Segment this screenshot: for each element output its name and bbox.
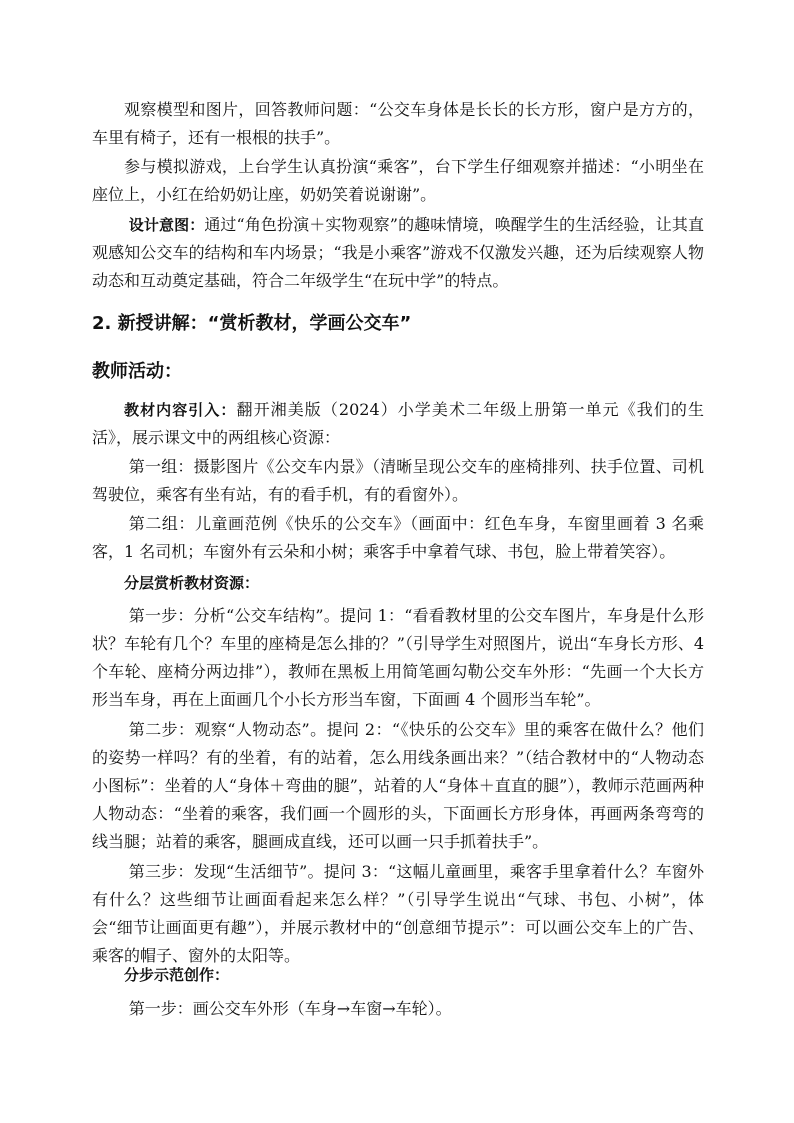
- textbook-intro-text: 翻开湘美版（2024）小学美术二年级上册第一单元《我们的生活》，展示课文中的两组核心资源：: [92, 400, 704, 447]
- design-intent-label: 设计意图：: [128, 216, 205, 234]
- design-intent-text: 通过“角色扮演＋实物观察”的趣味情境，唤醒学生的生活经验，让其直观感知公交车的结构和车内场景；“我是小乘客”游戏不仅激发兴趣，还为后续观察人物动态和互动奠定基础，符合二年级学生“在玩中学”的特点。: [92, 215, 704, 290]
- paragraph-demo-step-one: 第一步：画公交车外形（车身→车窗→车轮）。: [128, 999, 452, 1018]
- paragraph-step-one: 第一步：分析“公交车结构”。提问 1：“看看教材里的公交车图片，车身是什么形状？车轮有几个？车里的座椅是怎么排的？”（引导学生对照图片，说出“车身长方形、4 个车轮、座椅分两边排”），教师在黑板上用简笔画勾勒公交车外形：“先画一个大长方形当车身，再在上面画几个小长方形当车窗，下面画 4 个圆形当车轮”。: [92, 606, 704, 709]
- teacher-activity-heading: 教师活动：: [92, 361, 182, 382]
- textbook-intro-label: 教材内容引入：: [124, 401, 237, 419]
- paragraph-textbook-intro: [92, 396, 704, 452]
- paragraph-design-intent: [92, 211, 704, 295]
- paragraph-group-one: 第一组：摄影图片《公交车内景》（清晰呈现公交车的座椅排列、扶手位置、司机驾驶位，乘客有坐有站，有的看手机，有的看窗外）。: [92, 457, 704, 504]
- section-heading: 2. 新授讲解：“赏析教材，学画公交车”: [92, 313, 412, 334]
- layered-appreciation-label: 分层赏析教材资源：: [124, 574, 260, 592]
- paragraph-observe-model: 观察模型和图片，回答教师问题：“公交车身体是长长的长方形，窗户是方方的，车里有椅子，还有一根根的扶手”。: [92, 100, 704, 147]
- paragraph-simulation-game: 参与模拟游戏，上台学生认真扮演“乘客”，台下学生仔细观察并描述：“小明坐在座位上，小红在给奶奶让座，奶奶笑着说谢谢”。: [92, 157, 704, 204]
- paragraph-step-three: 第三步：发现“生活细节”。提问 3：“这幅儿童画里，乘客手里拿着什么？车窗外有什么？这些细节让画面看起来怎么样？”（引导学生说出“气球、书包、小树”，体会“细节让画面更有趣”），并展示教材中的“创意细节提示”：可以画公交车上的广告、乘客的帽子、窗外的太阳等。: [92, 862, 704, 965]
- demo-creation-label: 分步示范创作：: [124, 966, 230, 984]
- paragraph-step-two: 第二步：观察“人物动态”。提问 2：“《快乐的公交车》里的乘客在做什么？他们的姿势一样吗？有的坐着，有的站着，怎么用线条画出来？”（结合教材中的“人物动态小图标”：坐着的人“身体＋弯曲的腿”，站着的人“身体＋直直的腿”），教师示范画两种人物动态：“坐着的乘客，我们画一个圆形的头，下面画长方形身体，再画两条弯弯的线当腿；站着的乘客，腿画成直线，还可以画一只手抓着扶手”。: [92, 720, 704, 851]
- paragraph-group-two: 第二组：儿童画范例《快乐的公交车》（画面中：红色车身，车窗里画着 3 名乘客，1 名司机；车窗外有云朵和小树；乘客手中拿着气球、书包，脸上带着笑容）。: [92, 514, 704, 561]
